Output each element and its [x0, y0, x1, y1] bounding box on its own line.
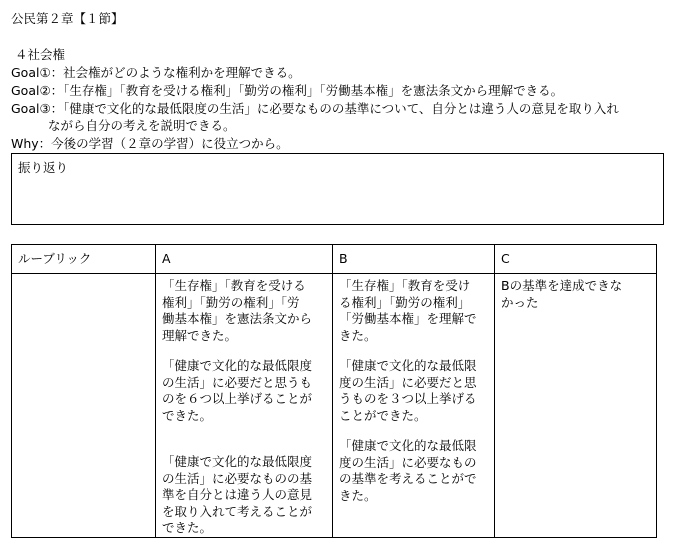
text-line: 「健康で文化的な最低限	[339, 438, 477, 453]
text-line: Bの基準を達成できな	[501, 278, 623, 293]
rubric-header-row	[12, 245, 657, 274]
rubric-cell-b	[333, 274, 495, 538]
text-line: できた。	[162, 407, 213, 423]
text-line: 「生存権」「教育を受ける	[162, 278, 306, 293]
document-title: 公民第２章【１節】	[11, 11, 124, 26]
rubric-empty-cell	[12, 274, 156, 538]
text-line: る権利」「勤労の権利」	[339, 294, 471, 310]
text-line: 「健康で文化的な最低限度	[162, 358, 313, 373]
criterion-a-3	[162, 454, 326, 537]
goal-1: Goal①：社会権がどのような権利かを理解できる。	[11, 65, 301, 80]
section-heading: ４社会権	[15, 47, 66, 62]
text-line: うものを３つ以上挙げる	[339, 391, 477, 406]
text-line: ことができた。	[339, 407, 427, 423]
criterion-a-1	[162, 278, 326, 344]
rubric-header-c: C	[495, 245, 657, 274]
text-line: 「健康で文化的な最低限度	[162, 454, 313, 469]
text-line: きた。	[339, 487, 377, 503]
reflection-box[interactable]	[11, 153, 664, 225]
goal-3: Goal③：「健康で文化的な最低限度の生活」に必要なものの基準について、自分とは違う人の意見を取り入れ	[11, 101, 619, 116]
text-line: できた。	[162, 520, 213, 535]
goal-2: Goal②：「生存権」「教育を受ける権利」「勤労の権利」「労働基本権」を憲法条文から理解できる。	[11, 83, 564, 98]
rubric-cell-a	[156, 274, 333, 538]
text-line: かった	[501, 294, 539, 310]
reflection-label: 振り返り	[18, 160, 69, 175]
rubric-criteria-row	[12, 274, 657, 538]
text-line: の基準を考えることがで	[339, 471, 477, 486]
criterion-c-1	[501, 278, 650, 311]
text-line: 準を自分とは違う人の意見	[162, 487, 313, 502]
text-line: 度の生活」に必要なもの	[339, 454, 477, 470]
rubric-header-label: ルーブリック	[12, 245, 156, 274]
rubric-table	[11, 244, 657, 538]
text-line: 働基本権」を憲法条文から	[162, 311, 313, 326]
text-line: を取り入れて考えることが	[162, 503, 313, 519]
text-line: 理解できた。	[162, 327, 238, 343]
why-statement: Why：今後の学習（２章の学習）に役立つから。	[11, 136, 289, 151]
text-line: の生活」に必要なものの基	[162, 470, 313, 486]
goal-3-continuation: ながら自分の考えを説明できる。	[48, 118, 236, 133]
criterion-a-2	[162, 358, 326, 424]
text-line: きた。	[339, 327, 377, 343]
text-line: のを６つ以上挙げることが	[162, 391, 313, 406]
text-line: の生活」に必要だと思うも	[162, 374, 313, 390]
text-line: 「健康で文化的な最低限	[339, 358, 477, 373]
rubric-header-b: B	[333, 245, 495, 274]
text-line: 「生存権」「教育を受け	[339, 278, 471, 293]
text-line: 「労働基本権」を理解で	[339, 311, 477, 326]
text-line: 権利」「勤労の権利」「労	[162, 294, 300, 310]
criterion-b-3	[339, 438, 488, 504]
rubric-cell-c	[495, 274, 657, 538]
criterion-b-2	[339, 358, 488, 424]
text-line: 度の生活」に必要だと思	[339, 374, 477, 390]
rubric-header-a: A	[156, 245, 333, 274]
criterion-b-1	[339, 278, 488, 344]
